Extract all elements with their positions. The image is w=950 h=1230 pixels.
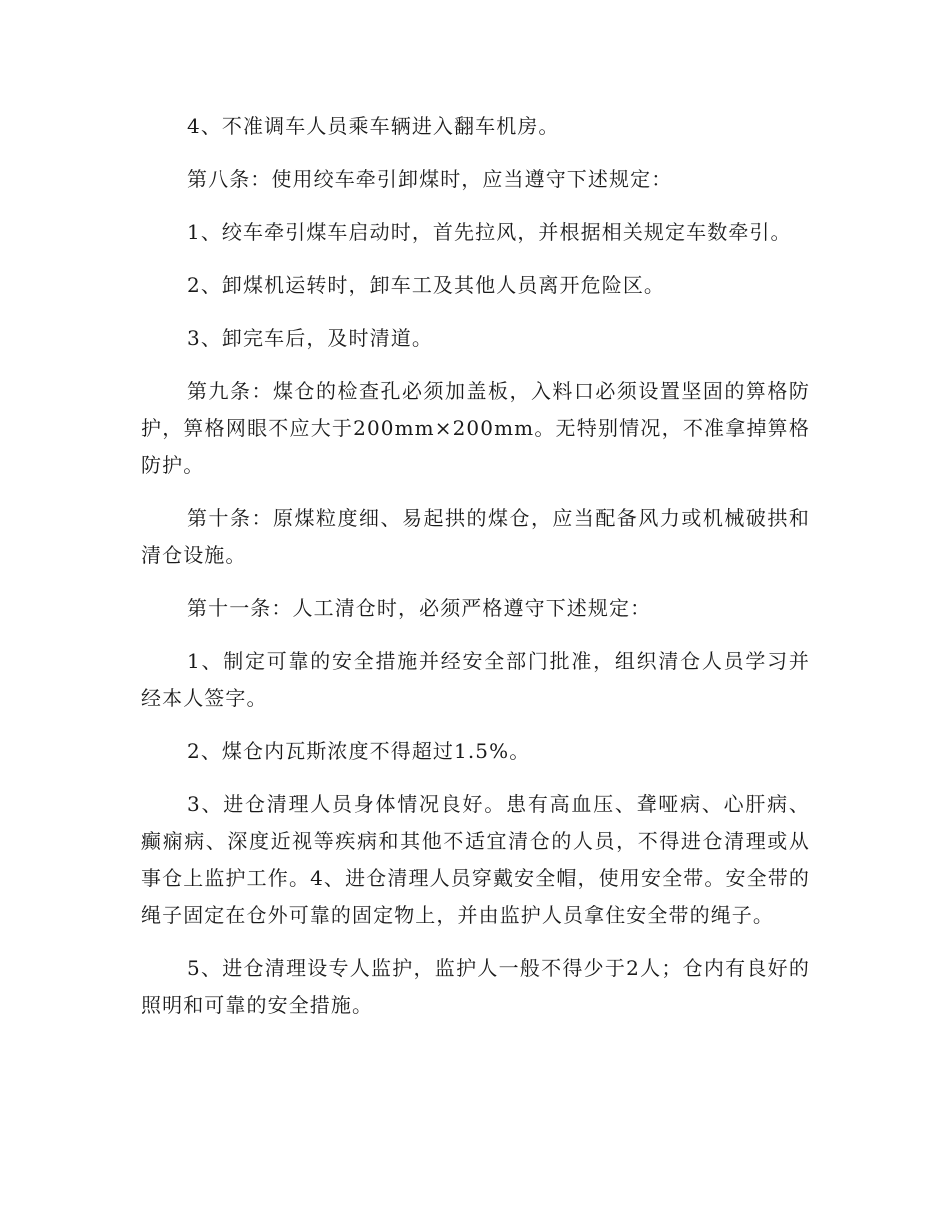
article-8-item-3: 3、卸完车后，及时清道。 bbox=[187, 326, 433, 350]
article-11-item-1: 1、制定可靠的安全措施并经安全部门批准，组织清仓人员学习并经本人签字。 bbox=[141, 649, 810, 710]
article-8-heading: 第八条：使用绞车牵引卸煤时，应当遵守下述规定： bbox=[187, 167, 673, 191]
article-9: 第九条：煤仓的检查孔必须加盖板，入料口必须设置坚固的箅格防护，箅格网眼不应大于200mm×200mm。无特别情况，不准拿掉箅格防护。 bbox=[141, 379, 810, 477]
article-11-item-5: 5、进仓清理设专人监护，监护人一般不得少于2人；仓内有良好的照明和可靠的安全措施。 bbox=[141, 956, 810, 1017]
article-8-item-1: 1、绞车牵引煤车启动时，首先拉风，并根据相关规定车数牵引。 bbox=[187, 220, 792, 244]
article-10: 第十条：原煤粒度细、易起拱的煤仓，应当配备风力或机械破拱和清仓设施。 bbox=[141, 506, 810, 567]
paragraph-item-4: 4、不准调车人员乘车辆进入翻车机房。 bbox=[187, 114, 560, 138]
article-11-item-2: 2、煤仓内瓦斯浓度不得超过1.5%。 bbox=[187, 739, 531, 763]
article-8-item-2: 2、卸煤机运转时，卸车工及其他人员离开危险区。 bbox=[187, 273, 666, 297]
article-11-item-3: 3、进仓清理人员身体情况良好。患有高血压、聋哑病、心肝病、癫痫病、深度近视等疾病和其他不适宜清仓的人员，不得进仓清理或从事仓上监护工作。4、进仓清理人员穿戴安全帽，使用安全带。安全带的绳子固定在仓外可靠的固定物上，并由监护人员拿住安全带的绳子。 bbox=[141, 792, 810, 927]
document-body bbox=[141, 108, 810, 1040]
article-11-heading: 第十一条：人工清仓时，必须严格遵守下述规定： bbox=[187, 596, 652, 620]
